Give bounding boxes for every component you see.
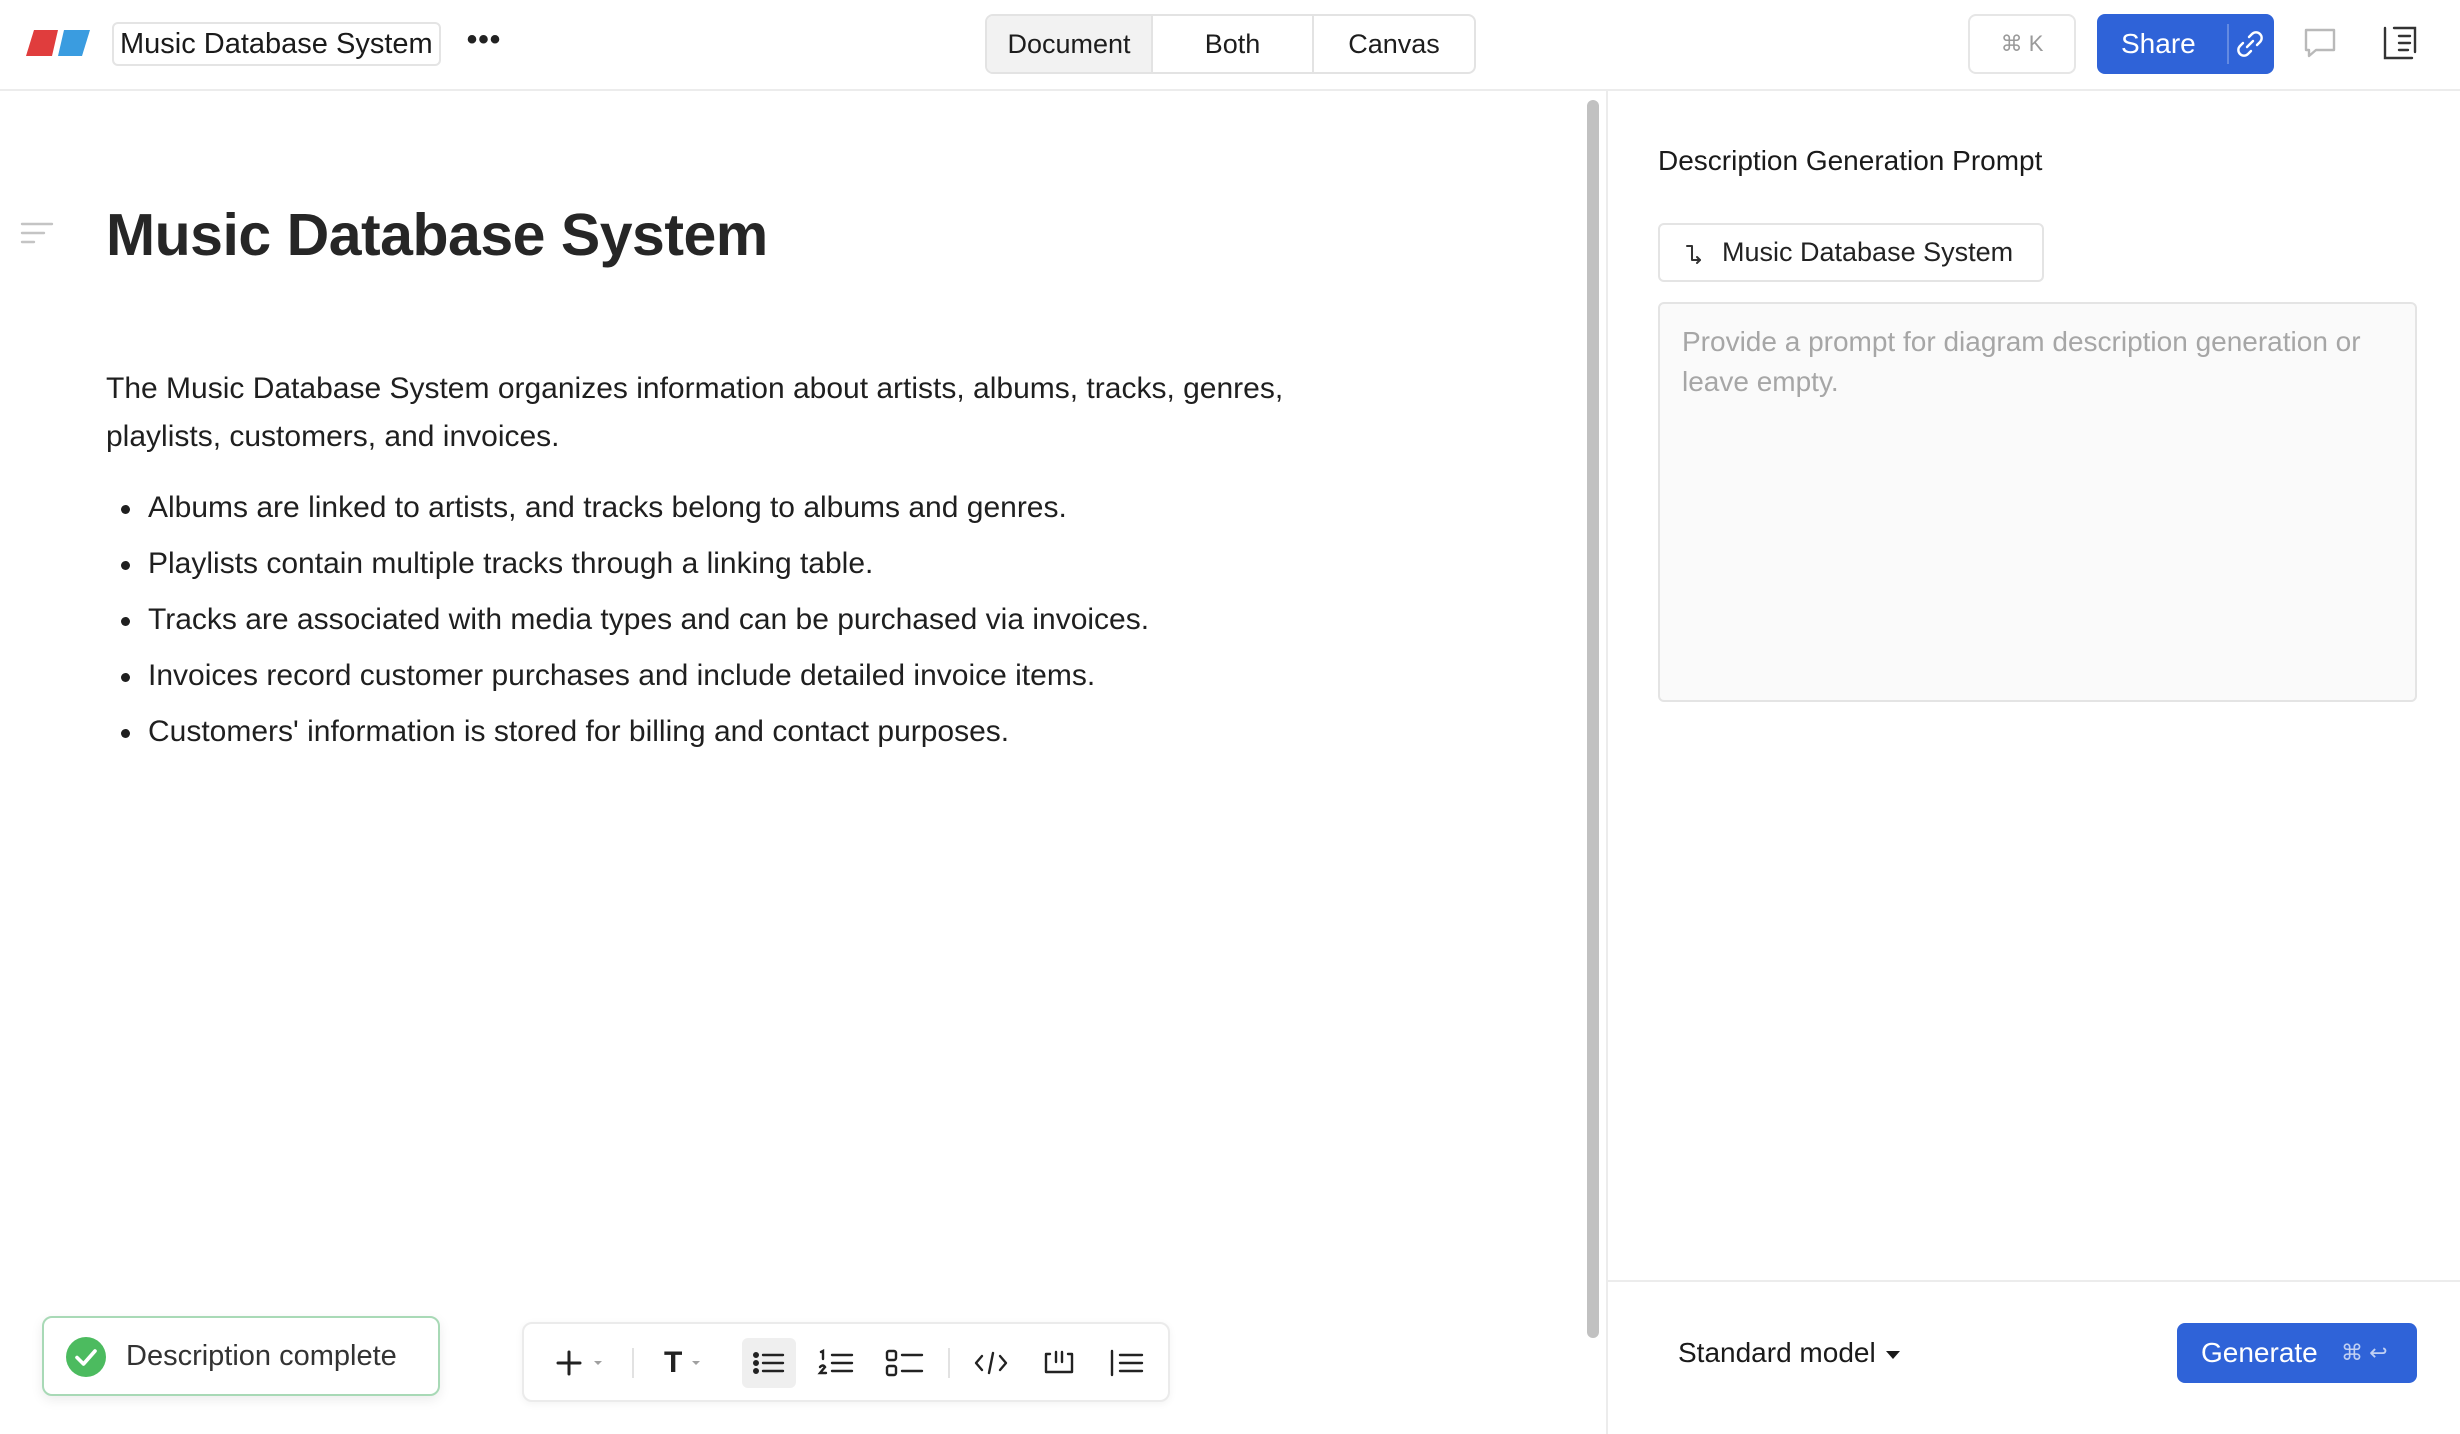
diagram-reference-chip[interactable] <box>1658 223 2044 282</box>
text-style-button[interactable] <box>656 1338 716 1388</box>
list-item[interactable]: Tracks are associated with media types and can be purchased via invoices. <box>106 592 1406 648</box>
view-mode-canvas[interactable]: Canvas <box>1348 29 1440 59</box>
app-logo-icon[interactable] <box>26 30 94 56</box>
copy-link-icon[interactable] <box>2235 29 2265 59</box>
bullet-list <box>106 480 1406 760</box>
top-bar <box>0 0 2460 91</box>
share-divider <box>2227 24 2229 64</box>
document-editor[interactable] <box>0 91 1608 1434</box>
list-item[interactable]: Playlists contain multiple tracks through a linking table. <box>106 536 1406 592</box>
status-toast <box>42 1316 440 1396</box>
view-mode-document[interactable]: Document <box>987 16 1153 72</box>
checklist-icon <box>878 1338 932 1388</box>
format-toolbar <box>522 1322 1170 1402</box>
checklist-button[interactable] <box>878 1338 932 1388</box>
share-button[interactable] <box>2097 14 2274 74</box>
quote-button[interactable] <box>1100 1338 1154 1388</box>
view-mode-switch <box>985 14 1476 74</box>
document-title-input[interactable]: Music Database System <box>112 22 441 66</box>
code-block-button[interactable] <box>964 1338 1018 1388</box>
list-item[interactable]: Customers' information is stored for billing and contact purposes. <box>106 704 1406 760</box>
numbered-list-icon <box>810 1338 864 1388</box>
caret-down-icon <box>1886 1351 1900 1359</box>
list-item[interactable]: Albums are linked to artists, and tracks belong to albums and genres. <box>106 480 1406 536</box>
generate-button[interactable] <box>2177 1323 2417 1383</box>
document-heading[interactable]: Music Database System <box>106 202 768 268</box>
callout-button[interactable] <box>1032 1338 1086 1388</box>
add-block-icon <box>546 1338 616 1388</box>
generate-label: Generate <box>2201 1337 2318 1368</box>
command-palette-button[interactable]: ⌘ K <box>1968 14 2076 74</box>
more-options-button[interactable]: ••• <box>466 23 502 56</box>
document-intro-paragraph[interactable]: The Music Database System organizes information about artists, albums, tracks, genres, playlists, customers, and invoices. <box>106 372 1284 453</box>
model-select-label: Standard model <box>1678 1337 1876 1368</box>
toolbar-divider <box>632 1348 634 1378</box>
text-style-caret-icon <box>656 1338 716 1388</box>
editor-scrollbar[interactable] <box>1587 100 1599 1338</box>
check-circle-icon <box>66 1337 106 1377</box>
bullet-list-icon <box>742 1338 796 1388</box>
bullet-list-button[interactable] <box>742 1338 796 1388</box>
quote-icon <box>1100 1338 1154 1388</box>
prompt-textarea[interactable] <box>1658 302 2417 702</box>
code-icon <box>964 1338 1018 1388</box>
callout-icon <box>1032 1338 1086 1388</box>
toolbar-divider <box>948 1348 950 1378</box>
diagram-chip-label: Music Database System <box>1722 237 2014 267</box>
list-item[interactable]: Invoices record customer purchases and include detailed invoice items. <box>106 648 1406 704</box>
text-style-icon: T <box>664 1346 683 1379</box>
side-panel-icon[interactable] <box>2382 24 2418 62</box>
toast-message: Description complete <box>126 1340 397 1372</box>
model-select[interactable] <box>1678 1333 1900 1373</box>
generate-shortcut: ⌘ ↩ <box>2341 1340 2388 1365</box>
description-panel <box>1608 91 2460 1434</box>
add-block-button[interactable] <box>546 1338 616 1388</box>
view-mode-both[interactable]: Both <box>1153 16 1314 72</box>
diagram-link-icon <box>1684 243 1704 265</box>
panel-title: Description Generation Prompt <box>1658 145 2043 176</box>
outline-icon[interactable] <box>20 221 54 245</box>
numbered-list-button[interactable] <box>810 1338 864 1388</box>
comment-icon[interactable] <box>2302 26 2338 60</box>
share-label: Share <box>2121 28 2196 59</box>
panel-footer-divider <box>1608 1280 2460 1282</box>
